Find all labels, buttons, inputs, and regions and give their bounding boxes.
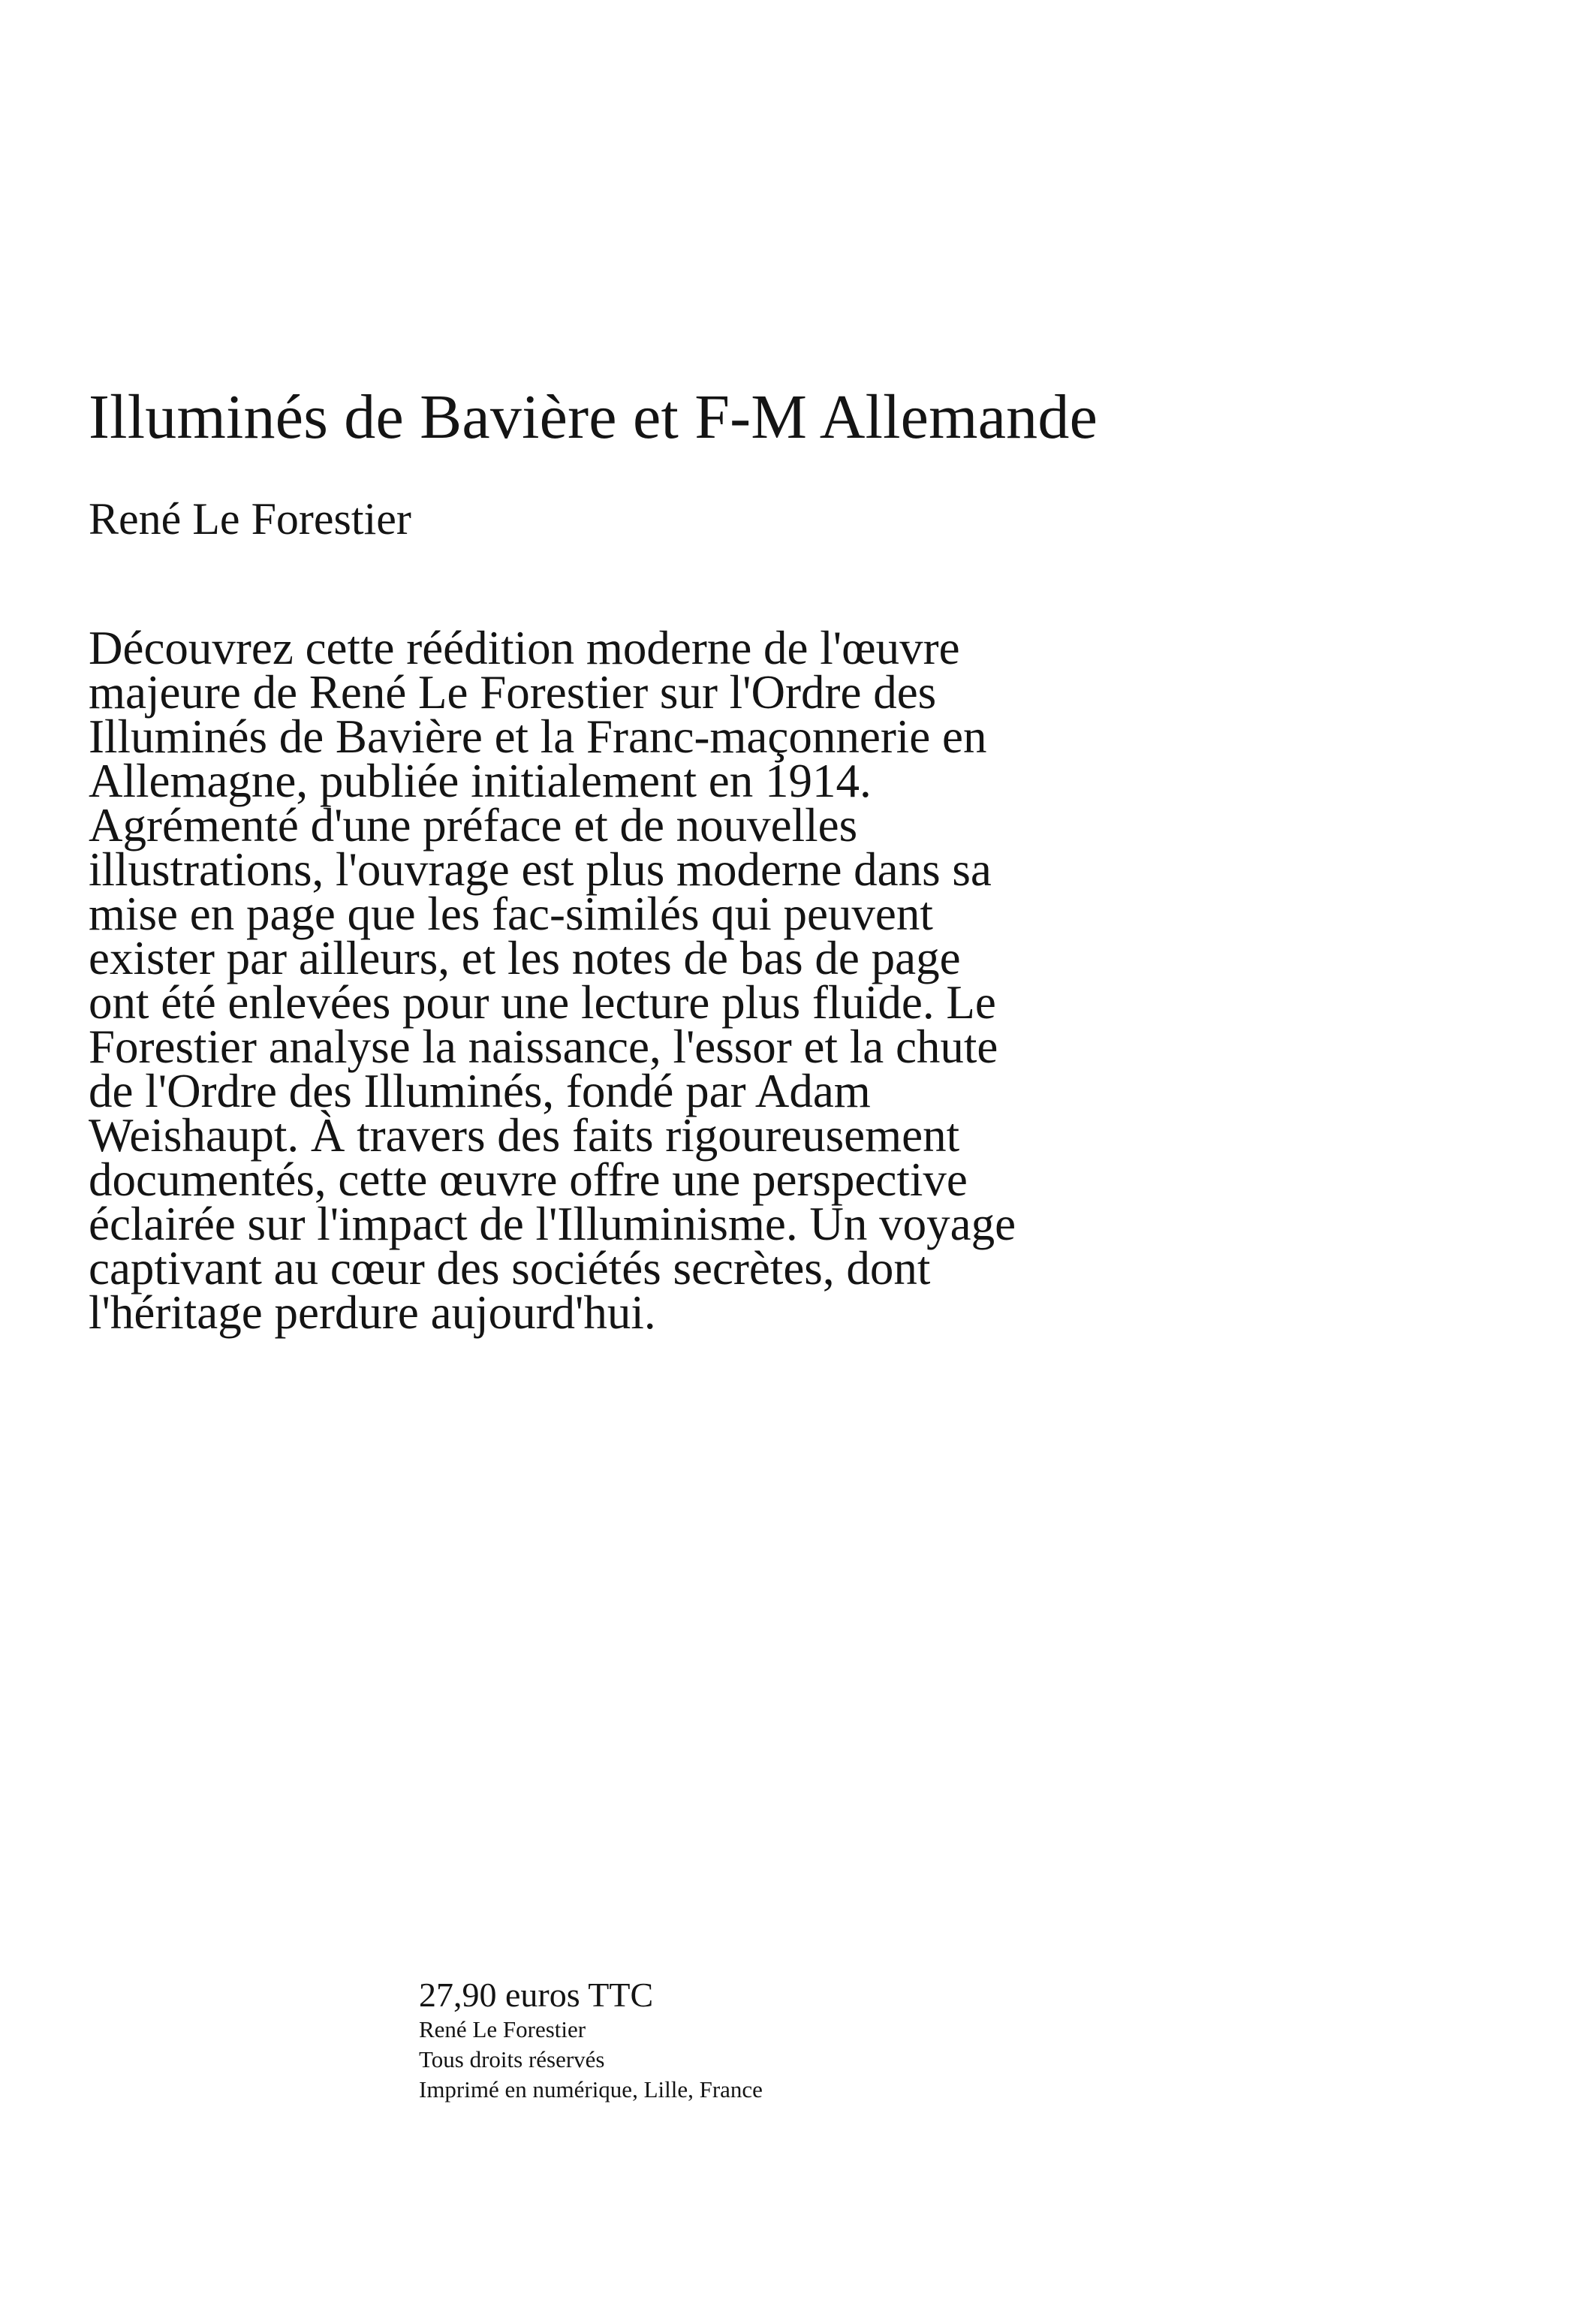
book-description: Découvrez cette réédition moderne de l'œuvre majeure de René Le Forestier sur l'Ordre des Illuminés de Bavière et la Franc-maçonnerie en Allemagne, publiée initialement en 1914. Agrémenté d'une préface et de nouvelles illustrations, l'ouvrage est plus moderne dans sa mise en page que les fac-similés qui peuvent exister par ailleurs, et les notes de bas de page ont été enlevées pour une lecture plus fluide. Le Forestier analyse la naissance, l'essor et la chute de l'Ordre des Illuminés, fondé par Adam Weishaupt. À travers des faits rigoureusement documentés, cette œuvre offre une perspective éclairée sur l'impact de l'Illuminisme. Un voyage captivant au cœur des sociétés secrètes, dont l'héritage perdure aujourd'hui.	[89, 622, 1016, 1339]
rights-notice: Tous droits réservés	[419, 2046, 605, 2072]
book-title: Illuminés de Bavière et F-M Allemande	[89, 382, 1098, 452]
printing-info: Imprimé en numérique, Lille, France	[419, 2076, 763, 2103]
colophon	[419, 1976, 1095, 2105]
price-label: 27,90 euros TTC	[419, 1976, 654, 2014]
colophon-author: René Le Forestier	[419, 2016, 586, 2042]
book-author: René Le Forestier	[89, 494, 411, 544]
